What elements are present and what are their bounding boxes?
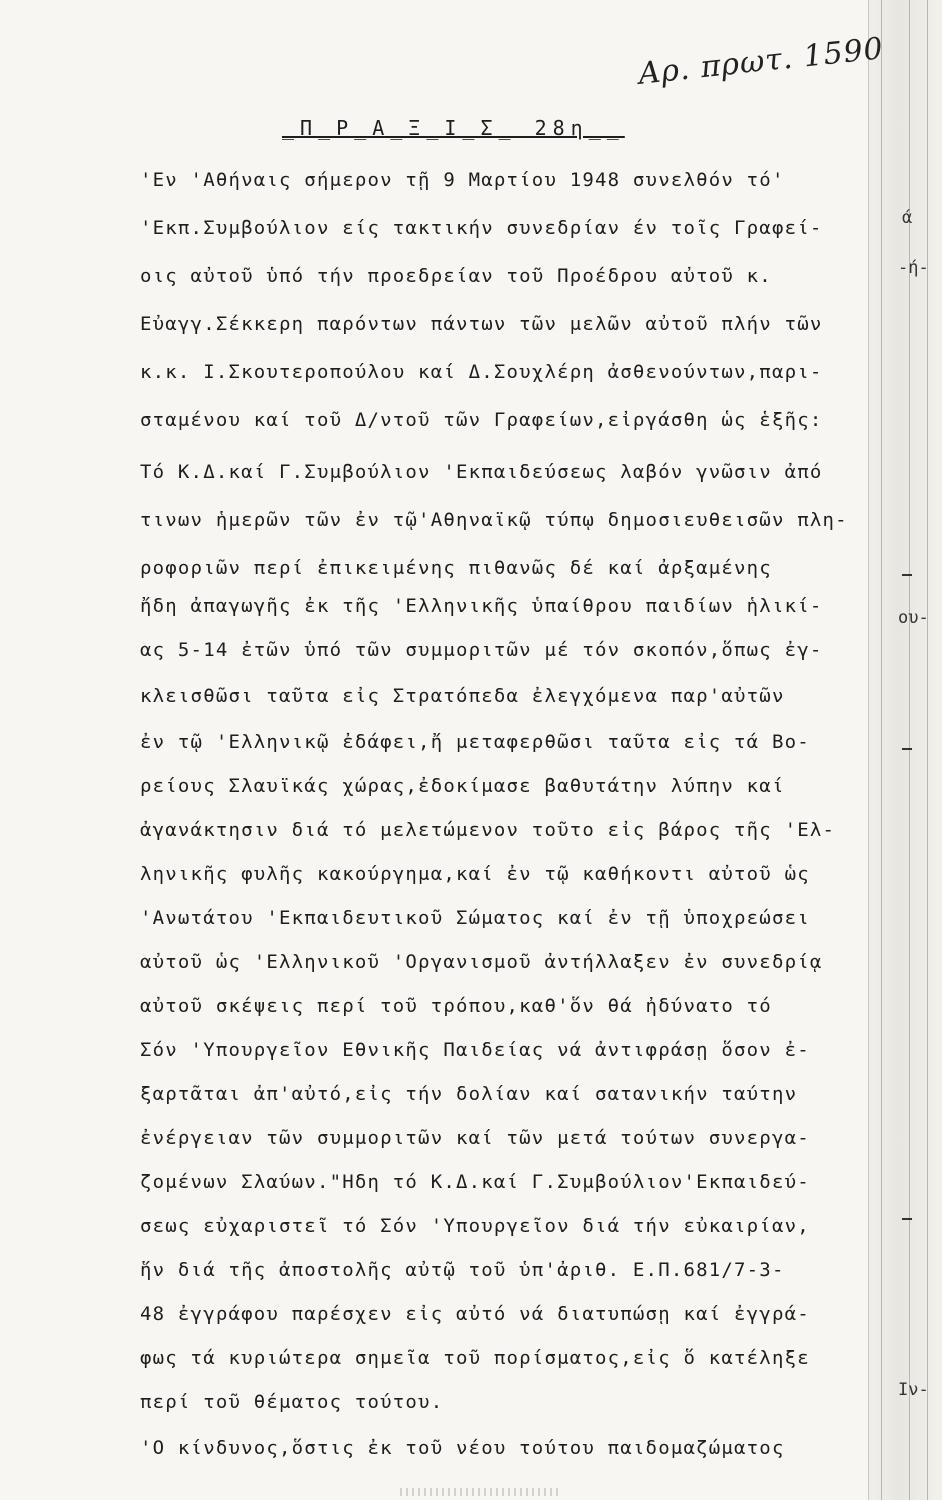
text-line: 'Ανωτάτου 'Εκπαιδευτικοῦ Σώματος καί ἐν τῇ ὑποχρεώσει (140, 907, 810, 929)
text-line: αὐτοῦ ὡς 'Ελληνικοῦ 'Οργανισμοῦ ἀντήλλαξεν ἐν συνεδρίᾳ (140, 951, 823, 973)
scan-artifact (400, 1488, 560, 1496)
text-line: ἤδη ἀπαγωγῆς ἐκ τῆς 'Ελληνικῆς ὑπαίθρου παιδίων ἡλικί- (140, 595, 823, 617)
margin-mark: ου- (898, 608, 929, 628)
text-line: σεως εὐχαριστεῖ τό Σόν 'Υπουργεῖον διά τήν εὐκαιρίαν, (140, 1215, 810, 1237)
text-line: 'Εν 'Αθήναις σήμερον τῇ 9 Μαρτίου 1948 συνελθόν τό' (140, 169, 785, 191)
text-line: φως τά κυριώτερα σημεῖα τοῦ πορίσματος,εἰς ὅ κατέληξε (140, 1347, 810, 1369)
text-line: Εὐαγγ.Σέκκερη παρόντων πάντων τῶν μελῶν αὐτοῦ πλήν τῶν (140, 313, 823, 335)
text-line: ληνικῆς φυλῆς κακούργημα,καί ἐν τῷ καθήκοντι αὐτοῦ ὡς (140, 863, 810, 885)
text-line: ας 5-14 ἐτῶν ὑπό τῶν συμμοριτῶν μέ τόν σκοπόν,ὅπως ἐγ- (140, 639, 823, 661)
text-line: σταμένου καί τοῦ Δ/ντοῦ τῶν Γραφείων,εἰργάσθη ὡς ἑξῆς: (140, 409, 823, 431)
text-line: ξαρτᾶται ἀπ'αὐτό,εἰς τήν δολίαν καί σατανικήν ταύτην (140, 1083, 798, 1105)
margin-dash (902, 748, 912, 750)
text-line: 'Ο κίνδυνος,ὅστις ἐκ τοῦ νέου τούτου παιδομαζώματος (140, 1437, 785, 1459)
margin-dash (902, 574, 912, 576)
text-line: ζομένων Σλαύων."Ηδη τό Κ.Δ.καί Γ.Συμβούλιον'Εκπαιδεύ- (140, 1171, 810, 1193)
document-title: _Π_Ρ_Α_Ξ_Ι_Σ_ 28η__ (282, 116, 625, 140)
text-line: ρείους Σλαυϊκάς χώρας,ἐδοκίμασε βαθυτάτην λύπην καί (140, 775, 785, 797)
text-line: περί τοῦ θέματος τούτου. (140, 1391, 444, 1413)
text-line: κ.κ. Ι.Σκουτεροπούλου καί Δ.Σουχλέρη ἀσθενούντων,παρι- (140, 361, 823, 383)
text-line: ἥν διά τῆς ἀποστολῆς αὐτῷ τοῦ ὑπ'ἀριθ. Ε.Π.681/7-3- (140, 1259, 785, 1281)
text-line: αὐτοῦ σκέψεις περί τοῦ τρόπου,καθ'ὅν θά ἠδύνατο τό (140, 995, 772, 1017)
text-line: κλεισθῶσι ταῦτα εἰς Στρατόπεδα ἐλεγχόμενα παρ'αὐτῶν (140, 685, 785, 707)
text-line: ἀγανάκτησιν διά τό μελετώμενον τοῦτο εἰς βάρος τῆς 'Ελ- (140, 819, 836, 841)
text-line: 'Εκπ.Συμβούλιον είς τακτικήν συνεδρίαν έν τοῖς Γραφεί- (140, 217, 823, 239)
margin-mark: -ή- (898, 258, 929, 278)
text-line: ἐνέργειαν τῶν συμμοριτῶν καί τῶν μετά τούτων συνεργα- (140, 1127, 810, 1149)
page-edge-line (881, 0, 882, 1500)
text-line: ροφοριῶν περί ἐπικειμένης πιθανῶς δέ καί ἀρξαμένης (140, 557, 772, 579)
text-line: Σόν 'Υπουργεῖον Εθνικῆς Παιδείας νά ἀντιφράσῃ ὅσον ἐ- (140, 1039, 810, 1061)
text-line: Τό Κ.Δ.καί Γ.Συμβούλιον 'Εκπαιδεύσεως λαβόν γνῶσιν ἀπό (140, 461, 823, 483)
handwritten-text: Αρ. πρωτ. 1590 (636, 31, 886, 92)
text-line: 48 ἐγγράφου παρέσχεν εἰς αὐτό νά διατυπώσῃ καί ἐγγρά- (140, 1303, 810, 1325)
margin-mark: ά (902, 208, 913, 228)
handwritten-protocol-number (636, 31, 908, 104)
page-edge-line (927, 0, 928, 1500)
text-line: οις αὐτοῦ ὑπό τήν προεδρείαν τοῦ Προέδρου αὐτοῦ κ. (140, 265, 772, 287)
text-line: τινων ἡμερῶν τῶν ἐν τῷ'Αθηναϊκῷ τύπῳ δημοσιευθεισῶν πλη- (140, 509, 848, 531)
margin-dash (902, 1218, 912, 1220)
margin-mark: Ιν- (898, 1380, 929, 1400)
text-line: ἐν τῷ 'Ελληνικῷ ἐδάφει,ἤ μεταφερθῶσι ταῦτα εἰς τά Βο- (140, 731, 810, 753)
